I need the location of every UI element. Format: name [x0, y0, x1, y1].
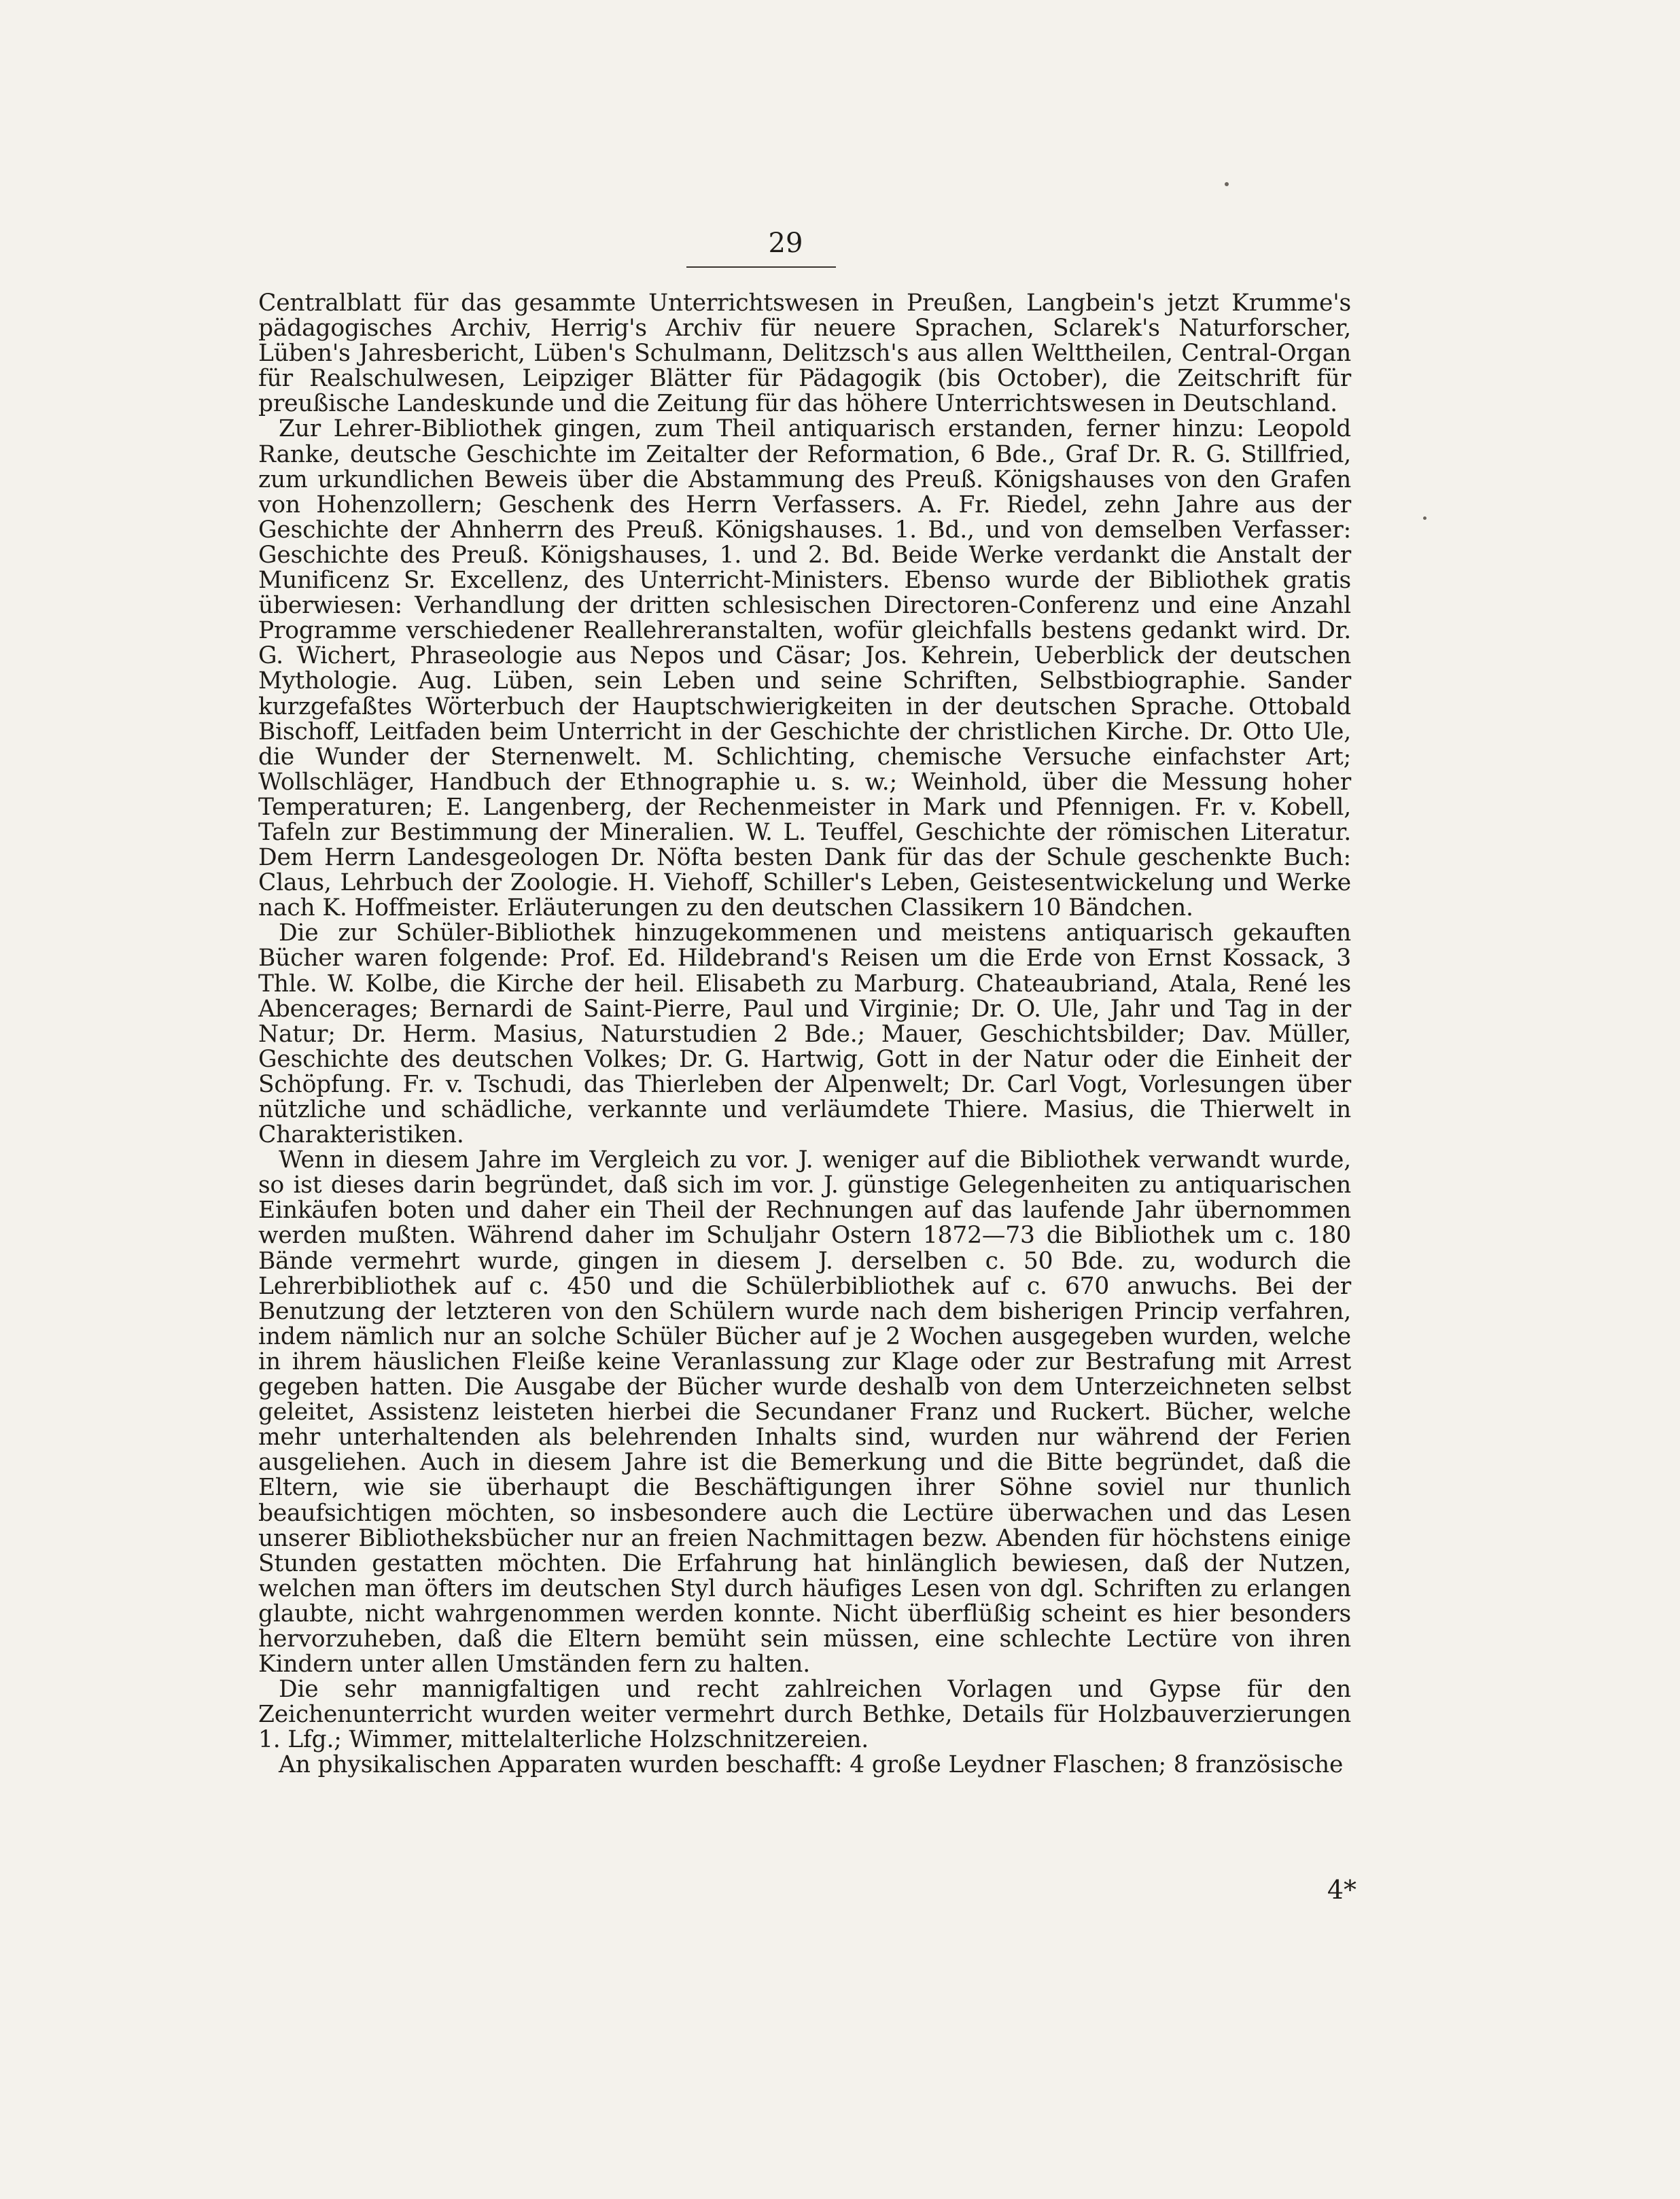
header-rule [686, 266, 836, 268]
speck-mark [1225, 182, 1229, 186]
body-text [258, 291, 1351, 1778]
paragraph-teacher-library: Zur Lehrer-Bibliothek gingen, zum Theil antiquarisch erstanden, ferner hinzu: Leopold Ranke, deutsche Geschichte im Zeitalter der Reformation, 6 Bde., Graf Dr. R. G. Stillfried, zum urkundlichen Beweis über die Abstammung des Preuß. Königshauses von den Grafen von Hohenzollern; Geschenk des Herrn Verfassers. A. Fr. Riedel, zehn Jahre aus der Geschichte der Ahnherrn des Preuß. Königshauses. 1. Bd., und von demselben Verfasser: Geschichte des Preuß. Königshauses, 1. und 2. Bd. Beide Werke verdankt die Anstalt der Munificenz Sr. Excellenz, des Unterricht-Ministers. Ebenso wurde der Bibliothek gratis überwiesen: Verhandlung der dritten schlesischen Directoren-Conferenz und eine Anzahl Programme verschiedener Reallehreranstalten, wofür gleichfalls bestens gedankt wird. Dr. G. Wichert, Phraseologie aus Nepos und Cäsar; Jos. Kehrein, Ueberblick der deutschen Mythologie. Aug. Lüben, sein Leben und seine Schriften, Selbstbiographie. Sander kurzgefaßtes Wörterbuch der Hauptschwierigkeiten in der deutschen Sprache. Ottobald Bischoff, Leitfaden beim Unterricht in der Geschichte der christlichen Kirche. Dr. Otto Ule, die Wunder der Sternenwelt. M. Schlichting, chemische Versuche einfachster Art; Wollschläger, Handbuch der Ethnographie u. s. w.; Weinhold, über die Messung hoher Temperaturen; E. Langenberg, der Rechenmeister in Mark und Pfennigen. Fr. v. Kobell, Tafeln zur Bestimmung der Mineralien. W. L. Teuffel, Geschichte der römischen Literatur. Dem Herrn Landesgeologen Dr. Nöfta besten Dank für das der Schule geschenkte Buch: Claus, Lehrbuch der Zoologie. H. Viehoff, Schiller's Leben, Geistesentwickelung und Werke nach K. Hoffmeister. Erläuterungen zu den deutschen Classikern 10 Bändchen. [258, 415, 1351, 922]
paragraph-journals: Centralblatt für das gesammte Unterrichtswesen in Preußen, Langbein's jetzt Krumme's pädagogisches Archiv, Herrig's Archiv für neuere Sprachen, Sclarek's Naturforscher, Lüben's Jahresbericht, Lüben's Schulmann, Delitzsch's aus allen Welttheilen, Central-Organ für Realschulwesen, Leipziger Blätter für Pädagogik (bis October), die Zeitschrift für preußische Landeskunde und die Zeitung für das höhere Unterrichtswesen in Deutschland. [258, 289, 1351, 418]
paragraph-library-usage: Wenn in diesem Jahre im Vergleich zu vor. J. weniger auf die Bibliothek verwandt wurde, so ist dieses darin begründet, daß sich im vor. J. günstige Gelegenheiten zu antiquarischen Einkäufen boten und daher ein Theil der Rechnungen auf das laufende Jahr übernommen werden mußten. Während daher im Schuljahr Ostern 1872—73 die Bibliothek um c. 180 Bände vermehrt wurde, gingen in diesem J. derselben c. 50 Bde. zu, wodurch die Lehrerbibliothek auf c. 450 und die Schülerbibliothek auf c. 670 anwuchs. Bei der Benutzung der letzteren von den Schülern wurde nach dem bisherigen Princip verfahren, indem nämlich nur an solche Schüler Bücher auf je 2 Wochen ausgegeben wurden, welche in ihrem häuslichen Fleiße keine Veranlassung zur Klage oder zur Bestrafung mit Arrest gegeben hatten. Die Ausgabe der Bücher wurde deshalb von dem Unterzeichneten selbst geleitet, Assistenz leisteten hierbei die Secundaner Franz und Ruckert. Bücher, welche mehr unterhaltenden als belehrenden Inhalts sind, wurden nur während der Ferien ausgeliehen. Auch in diesem Jahre ist die Bemerkung und die Bitte begründet, daß die Eltern, wie sie überhaupt die Beschäftigungen ihrer Söhne soviel nur thunlich beaufsichtigen möchten, so insbesondere auch die Lectüre überwachen und das Lesen unserer Bibliotheksbücher nur an freien Nachmittagen bezw. Abenden für höchstens einige Stunden gestatten möchten. Die Erfahrung hat hinlänglich bewiesen, daß der Nutzen, welchen man öfters im deutschen Styl durch häufiges Lesen von dgl. Schriften zu erlangen glaubte, nicht wahrgenommen werden konnte. Nicht überflüßig scheint es hier besonders hervorzuheben, daß die Eltern bemüht sein müssen, eine schlechte Lectüre von ihren Kindern unter allen Umständen fern zu halten. [258, 1146, 1351, 1678]
page-number: 29 [768, 228, 803, 259]
paragraph-student-library: Die zur Schüler-Bibliothek hinzugekommenen und meistens antiquarisch gekauften Bücher waren folgende: Prof. Ed. Hildebrand's Reisen um die Erde von Ernst Kossack, 3 Thle. W. Kolbe, die Kirche der heil. Elisabeth zu Marburg. Chateaubriand, Atala, René les Abencerages; Bernardi de Saint-Pierre, Paul und Virginie; Dr. O. Ule, Jahr und Tag in der Natur; Dr. Herm. Masius, Naturstudien 2 Bde.; Mauer, Geschichtsbilder; Dav. Müller, Geschichte des deutschen Volkes; Dr. G. Hartwig, Gott in der Natur oder die Einheit der Schöpfung. Fr. v. Tschudi, das Thierleben der Alpenwelt; Dr. Carl Vogt, Vorlesungen über nützliche und schädliche, verkannte und verläumdete Thiere. Masius, die Thierwelt in Charakteristiken. [258, 919, 1351, 1149]
printer-signature: 4* [1327, 1875, 1357, 1905]
paragraph-physics-apparatus: An physikalischen Apparaten wurden beschafft: 4 große Leydner Flaschen; 8 französische [279, 1751, 1344, 1779]
paragraph-drawing-materials: Die sehr mannigfaltigen und recht zahlreichen Vorlagen und Gypse für den Zeichenunterricht wurden weiter vermehrt durch Bethke, Details für Holzbauverzierungen 1. Lfg.; Wimmer, mittelalterliche Holzschnitzereien. [258, 1676, 1351, 1754]
speck-mark [1423, 516, 1427, 520]
